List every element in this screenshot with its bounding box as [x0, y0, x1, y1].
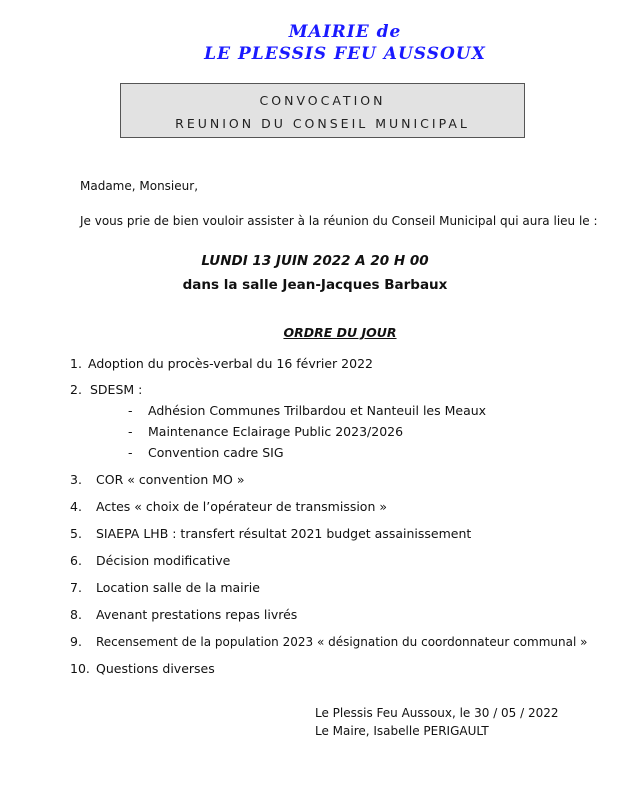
agenda-item-text: Recensement de la population 2023 « désignation du coordonnateur communal » — [96, 635, 588, 649]
agenda-subitem — [128, 403, 486, 418]
agenda-item — [70, 526, 471, 541]
agenda-item-number: 6. — [70, 553, 82, 568]
subitem-text: Maintenance Eclairage Public 2023/2026 — [148, 424, 404, 439]
agenda-item — [70, 661, 215, 676]
agenda-subitem — [128, 445, 284, 460]
subitem-bullet: - — [128, 424, 133, 439]
subitem-text: Convention cadre SIG — [148, 445, 284, 460]
subitem-bullet: - — [128, 403, 133, 418]
agenda-item-number: 9. — [70, 634, 82, 649]
agenda-item-text: SDESM : — [90, 382, 143, 397]
agenda-item-text: SIAEPA LHB : transfert résultat 2021 budget assainissement — [96, 526, 472, 541]
agenda-item-text: Adoption du procès-verbal du 16 février 2022 — [88, 356, 373, 371]
meeting-location: dans la salle Jean-Jacques Barbaux — [182, 277, 448, 293]
agenda-item-number: 7. — [70, 580, 82, 595]
agenda-item-number: 3. — [70, 472, 82, 487]
subitem-bullet: - — [128, 445, 133, 460]
agenda-item-number: 10. — [70, 661, 90, 676]
town-name: LE PLESSIS FEU AUSSOUX — [204, 44, 486, 64]
agenda-item-number: 1. — [70, 356, 82, 371]
meeting-date: LUNDI 13 JUIN 2022 A 20 H 00 — [201, 253, 429, 269]
agenda-title: ORDRE DU JOUR — [283, 325, 397, 340]
convocation-label: CONVOCATION — [259, 93, 386, 108]
agenda-item-number: 2. — [70, 382, 82, 397]
town-hall-title: MAIRIE de — [288, 22, 402, 42]
agenda-item-number: 8. — [70, 607, 82, 622]
agenda-item-text: Décision modificative — [96, 553, 231, 568]
agenda-item-number: 5. — [70, 526, 82, 541]
agenda-item-text: Location salle de la mairie — [96, 580, 260, 595]
subitem-text: Adhésion Communes Trilbardou et Nanteuil les Meaux — [148, 403, 487, 418]
signature-mayor: Le Maire, Isabelle PERIGAULT — [315, 724, 489, 738]
agenda-item — [70, 472, 244, 487]
agenda-item-text: COR « convention MO » — [96, 472, 245, 487]
agenda-item-text: Questions diverses — [96, 661, 215, 676]
agenda-item-text: Actes « choix de l’opérateur de transmission » — [96, 499, 388, 514]
agenda-item — [70, 607, 297, 622]
agenda-item — [70, 499, 387, 514]
convocation-box — [120, 83, 525, 138]
agenda-item — [70, 382, 142, 397]
meeting-type-label: REUNION DU CONSEIL MUNICIPAL — [175, 116, 470, 131]
agenda-item — [70, 580, 260, 595]
agenda-item — [70, 553, 230, 568]
agenda-item — [70, 356, 373, 371]
agenda-subitem — [128, 424, 403, 439]
greeting: Madame, Monsieur, — [80, 179, 199, 193]
agenda-item — [70, 634, 587, 649]
intro-text: Je vous prie de bien vouloir assister à la réunion du Conseil Municipal qui aura lieu le : — [80, 214, 598, 228]
agenda-item-number: 4. — [70, 499, 82, 514]
signature-place-date: Le Plessis Feu Aussoux, le 30 / 05 / 2022 — [315, 706, 559, 720]
agenda-item-text: Avenant prestations repas livrés — [96, 607, 298, 622]
